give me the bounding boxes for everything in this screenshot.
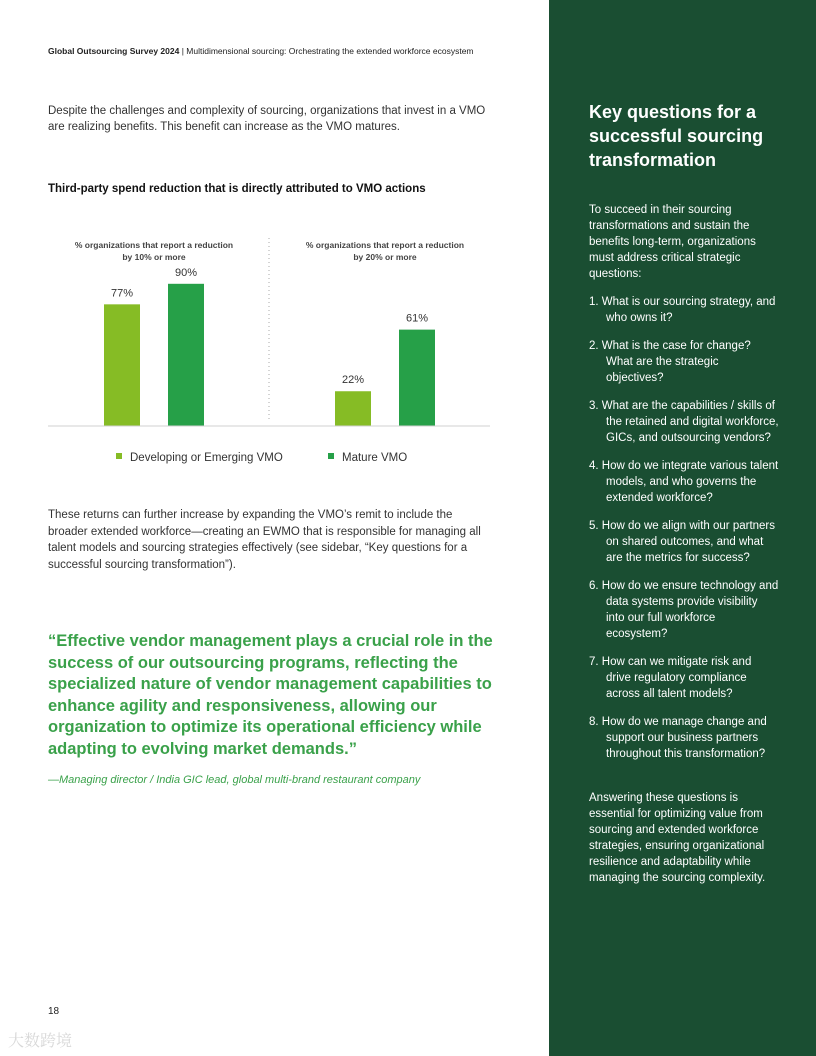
data-label: 90% (174, 266, 198, 279)
question-item: 5. How do we align with our partners on shared outcomes, and what are the metrics for success? (589, 520, 776, 564)
chart-title: Third-party spend reduction that is directly attributed to VMO actions (48, 183, 426, 195)
legend-swatch (116, 453, 122, 459)
question-item: 7. How can we mitigate risk and drive regulatory compliance across all talent models? (589, 656, 752, 700)
body-paragraph: These returns can further increase by expanding the VMO’s remit to include the broader extended workforce—creating an EWMO that is responsible for managing all talent models and sourcing strategies effectively (see sidebar, “Key questions for a successful sourcing transformation”). (48, 509, 481, 571)
legend-label: Mature VMO (342, 452, 408, 464)
question-item: 1. What is our sourcing strategy, and who owns it? (589, 296, 776, 324)
bar (335, 391, 371, 426)
intro-paragraph: Despite the challenges and complexity of sourcing, organizations that invest in a VMO are realizing benefits. This benefit can increase as the VMO matures. (48, 105, 486, 133)
sidebar (549, 0, 816, 1056)
group-label: by 20% or more (353, 252, 417, 262)
question-item: 6. How do we ensure technology and data systems provide visibility into our full workforce ecosystem? (589, 580, 779, 640)
group-label: by 10% or more (122, 252, 186, 262)
question-item: 2. What is the case for change? What are the strategic objectives? (589, 340, 751, 384)
bar (399, 330, 435, 426)
sidebar-outro: Answering these questions is essential for optimizing value from sourcing and extended workforce strategies, ensuring organizational resilience and adaptability while managing the sourcing complexity. (589, 792, 766, 884)
data-label: 77% (110, 287, 134, 300)
question-item: 4. How do we integrate various talent models, and who governs the extended workforce? (589, 460, 779, 504)
bar-chart (48, 232, 493, 472)
quote-attribution: —Managing director / India GIC lead, global multi-brand restaurant company (48, 774, 421, 786)
page-number: 18 (48, 1006, 60, 1017)
question-item: 8. How do we manage change and support our business partners throughout this transformation? (589, 716, 767, 760)
group-label: % organizations that report a reduction (305, 240, 465, 250)
bar (168, 284, 204, 426)
pull-quote: “Effective vendor management plays a crucial role in the success of our outsourcing programs, reflecting the specialized nature of vendor management capabilities to enhance agility and responsiveness, allowing our organization to optimize its operational efficiency while adapting to evolving market demands.” (48, 632, 493, 758)
data-label: 61% (405, 312, 429, 325)
sidebar-intro: To succeed in their sourcing transformations and sustain the benefits long-term, organizations must address critical strategic questions: (589, 204, 756, 280)
header-separator: | (179, 46, 187, 56)
report-title: Global Outsourcing Survey 2024 (48, 46, 180, 56)
report-subtitle: Multidimensional sourcing: Orchestrating the extended workforce ecosystem (186, 46, 474, 56)
question-item: 3. What are the capabilities / skills of the retained and digital workforce, GICs, and outsourcing vendors? (589, 400, 779, 444)
legend-swatch (328, 453, 334, 459)
bar (104, 304, 140, 426)
question-list (589, 294, 779, 774)
watermark: 大数跨境 (8, 1033, 73, 1050)
running-header (48, 46, 474, 56)
group-label: % organizations that report a reduction (74, 240, 234, 250)
sidebar-title: Key questions for a successful sourcing transformation (589, 102, 764, 170)
data-label: 22% (341, 374, 365, 387)
legend-label: Developing or Emerging VMO (130, 452, 283, 464)
